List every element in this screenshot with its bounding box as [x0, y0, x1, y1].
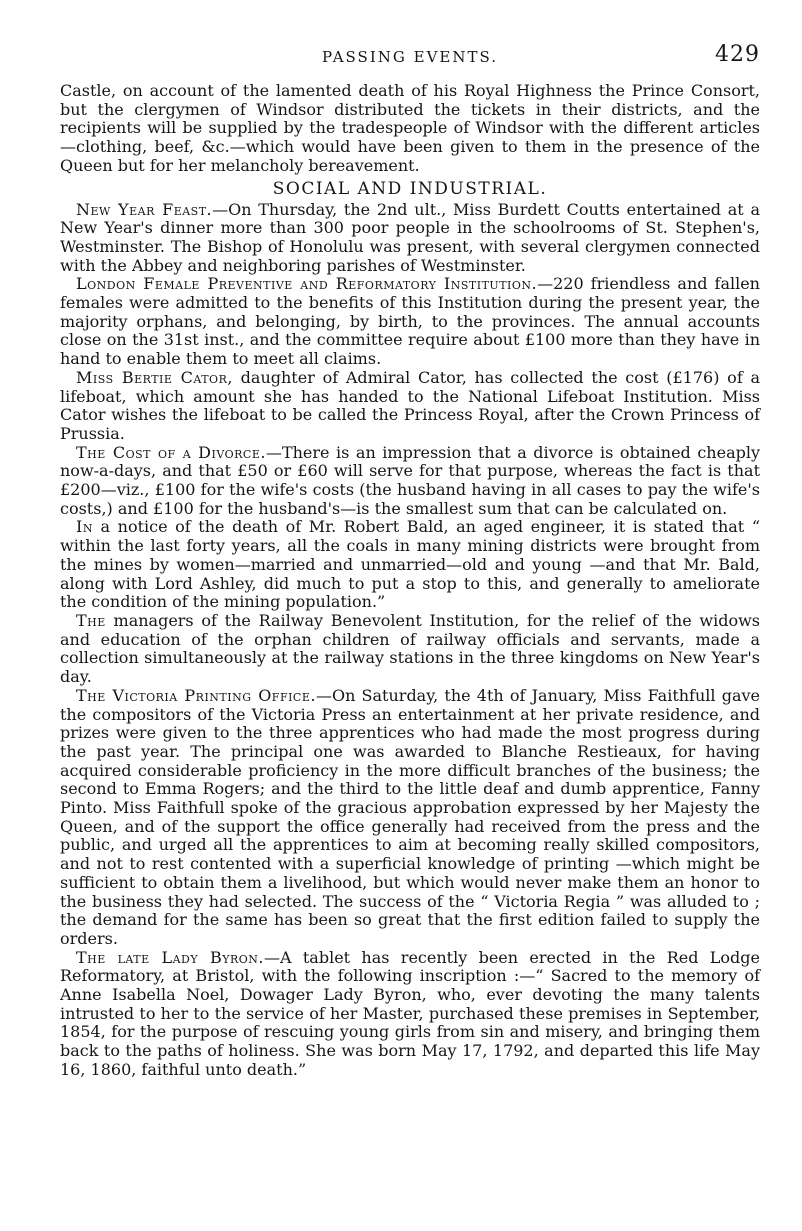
- paragraph-robert-bald: [60, 518, 760, 612]
- paragraph-lead: New Year Feast.: [76, 199, 213, 219]
- paragraph-victoria-printing-office: [60, 687, 760, 949]
- paragraph-lead: Miss Bertie Cator,: [76, 367, 233, 387]
- paragraph-lead: The Cost of a Divorce.: [76, 442, 266, 462]
- paragraph-lead: In: [76, 517, 93, 537]
- page-number: 429: [715, 42, 760, 67]
- page-header: [60, 42, 760, 82]
- paragraph-text: daughter of Admiral Cator, has collected the cost (£176) of a lifeboat, which amount she has handed to the National Lifeboat Institution. Miss Cator wishes the lifeboat to be called the Princess Royal, after the Crown Princess of Prussia.: [60, 367, 760, 443]
- paragraph-miss-bertie-cator: [60, 369, 760, 444]
- paragraph-text: —There is an impression that a divorce is obtained cheaply now-a-days, and that £50 or £60 will serve for that purpose, whereas the fact is that £200—viz., £100 for the wife's costs (the husband having in all cases to pay the wife's costs,) and £100 for the husband's—is the smallest sum that can be calculated on.: [60, 442, 761, 518]
- paragraph-text: a notice of the death of Mr. Robert Bald, an aged engineer, it is stated that “ within the last forty years, all the coals in many mining districts were brought from the mines by women—married and unmarried—old and young —and that Mr. Bald, along with Lord Ashley, did much to put a stop to this, and generally to ameliorate the condition of the mining population.”: [60, 517, 760, 612]
- paragraph-lead: London Female Preventive and Reformatory Institution.: [76, 274, 538, 294]
- paragraph-new-year-feast: [60, 201, 760, 276]
- page: [60, 42, 760, 1080]
- running-title: PASSING EVENTS.: [321, 48, 498, 66]
- section-heading: SOCIAL AND INDUSTRIAL.: [272, 178, 548, 199]
- paragraph-text: —220 friendless and fallen females were admitted to the benefits of this Institution during the present year, the majority orphans, and belonging, by birth, to the provinces. The annual accounts close on the 31st inst., and the committee require about £100 more than they have in hand to enable them to meet all claims.: [60, 274, 760, 369]
- paragraph-london-female-institution: [60, 275, 760, 369]
- paragraph-text: —On Saturday, the 4th of January, Miss Faithfull gave the compositors of the Victoria Press an entertainment at her private residence, and prizes were given to the three apprentices who had made the most progress during the past year. The principal one was awarded to Blanche Restieaux, for having acquired considerable proficiency in the more difficult branches of the business; the second to Emma Rogers; and the third to the little deaf and dumb apprentice, Fanny Pinto. Miss Faithfull spoke of the gracious approbation expressed by her Majesty the Queen, and of the support the office generally had received from the press and the public, and urged all the apprentices to aim at becoming really skilled compositors, and not to rest contented with a superficial knowledge of printing —which might be sufficient to obtain them a livelihood, but which would never make them an honor to the business they had selected. The success of the “ Victoria Regia ” was alluded to ; the demand for the same has been so great that the first edition failed to supply the orders.: [60, 685, 760, 948]
- paragraph-cost-of-divorce: [60, 444, 760, 519]
- paragraph-lead: The late Lady Byron.: [76, 947, 264, 967]
- paragraph-lady-byron: [60, 949, 760, 1080]
- paragraph-railway-benevolent: [60, 612, 760, 687]
- paragraph-lead: The Victoria Printing Office.: [76, 685, 316, 705]
- paragraph-text: managers of the Railway Benevolent Institution, for the relief of the widows and education of the orphan children of railway officials and servants, made a collection simultaneously at the railway stations in the three kingdoms on New Year's day.: [60, 610, 760, 687]
- continuation-paragraph: Castle, on account of the lamented death of his Royal Highness the Prince Consort, but the clergymen of Windsor distributed the tickets in their districts, and the recipients will be supplied by the tradespeople of Windsor with the different articles—clothing, beef, &c.—which would have been given to them in the presence of the Queen but for her melancholy bereavement.: [60, 81, 760, 175]
- paragraph-text: —On Thursday, the 2nd ult., Miss Burdett Coutts entertained at a New Year's dinner more than 300 poor people in the schoolrooms of St. Stephen's, Westminster. The Bishop of Honolulu was present, with several clergymen connected with the Abbey and neighboring parishes of Westminster.: [60, 199, 760, 275]
- paragraph-text: —A tablet has recently been erected in the Red Lodge Reformatory, at Bristol, with the following inscription :—“ Sacred to the memory of Anne Isabella Noel, Dowager Lady Byron, who, ever devoting the many talents intrusted to her to the service of her Master, purchased these premises in September, 1854, for the purpose of rescuing young girls from sin and misery, and bringing them back to the paths of holiness. She was born May 17, 1792, and departed this life May 16, 1860, faithful unto death.”: [60, 947, 761, 1079]
- paragraph-lead: The: [76, 610, 106, 630]
